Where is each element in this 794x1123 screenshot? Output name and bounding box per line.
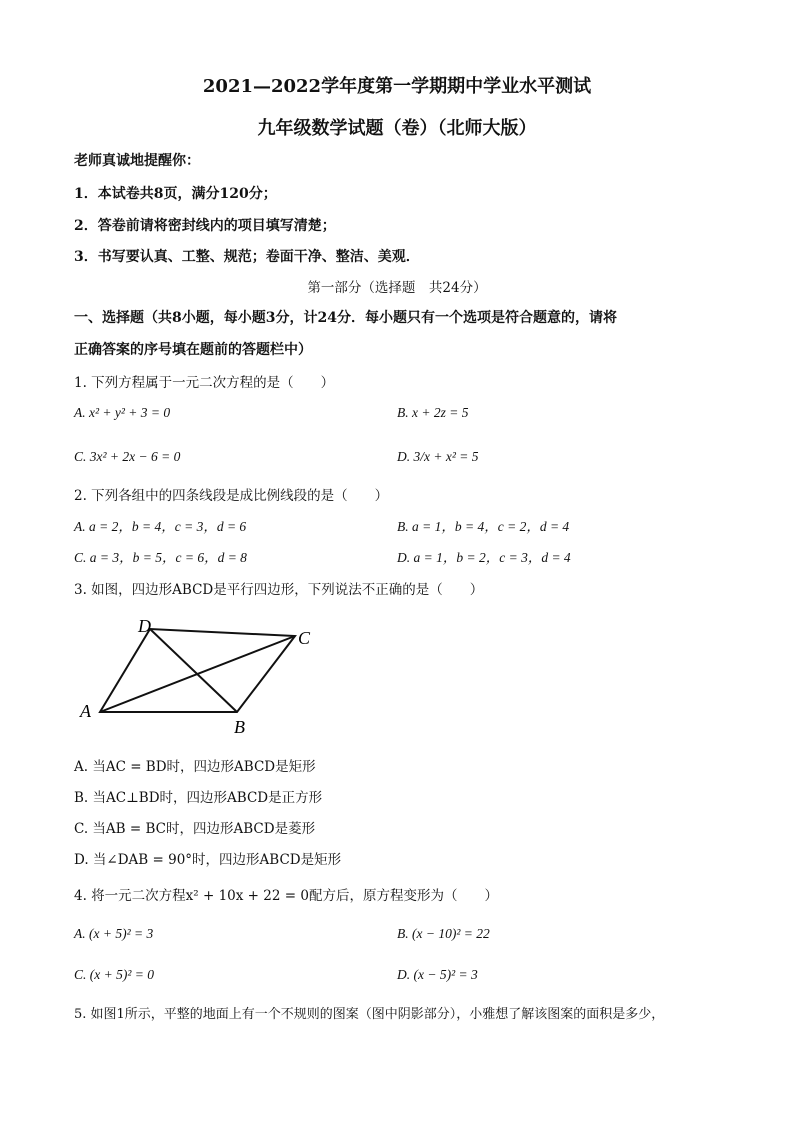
vertex-label-b: B (234, 717, 245, 737)
question-stem: 1. 下列方程属于一元二次方程的是（ ） (74, 375, 335, 391)
parallelogram-figure (70, 612, 330, 742)
option-d: D. 当∠DAB = 90°时，四边形ABCD是矩形 (74, 852, 342, 868)
question-stem: 2. 下列各组中的四条线段是成比例线段的是（ ） (74, 488, 389, 504)
option-b: B. (x − 10)² = 22 (397, 926, 490, 941)
question-stem: 5. 如图1所示，平整的地面上有一个不规则的图案（图中阴影部分），小雅想了解该图案的面积是多少， (74, 1007, 665, 1022)
vertex-label-c: C (298, 628, 311, 648)
reminder-item: 3．书写要认真、工整、规范；卷面干净、整洁、美观． (74, 249, 420, 265)
option-d: D. (x − 5)² = 3 (397, 967, 478, 982)
option-c: C. 当AB = BC时，四边形ABCD是菱形 (74, 821, 316, 837)
section-heading: 一、选择题（共8小题，每小题3分，计24分．每小题只有一个选项是符合题意的，请将 (74, 310, 617, 326)
option-a: A. 当AC = BD时，四边形ABCD是矩形 (74, 759, 316, 775)
option-b: B. a = 1，b = 4，c = 2，d = 4 (397, 519, 570, 534)
option-c: C. 3x² + 2x − 6 = 0 (74, 449, 181, 464)
question-stem: 4. 将一元二次方程x² + 10x + 22 = 0配方后，原方程变形为（ ） (74, 888, 498, 904)
vertex-label-d: D (138, 616, 151, 636)
option-a: A. a = 2，b = 4，c = 3，d = 6 (74, 519, 247, 534)
option-d: D. 3/x + x² = 5 (397, 449, 479, 464)
reminder-heading: 老师真诚地提醒你： (74, 153, 200, 169)
option-a: A. x² + y² + 3 = 0 (74, 405, 171, 420)
reminder-item: 1．本试卷共8页，满分120分； (74, 186, 277, 202)
option-a: A. (x + 5)² = 3 (74, 926, 154, 941)
vertex-label-a: A (80, 701, 91, 721)
exam-subtitle: 九年级数学试题（卷）（北师大版） (257, 118, 537, 139)
option-c: C. a = 3，b = 5，c = 6，d = 8 (74, 550, 247, 565)
section-heading: 正确答案的序号填在题前的答题栏中） (74, 342, 312, 358)
option-c: C. (x + 5)² = 0 (74, 967, 155, 982)
reminder-item: 2．答卷前请将密封线内的项目填写清楚； (74, 218, 336, 234)
part-title: 第一部分（选择题 共24分） (307, 280, 487, 296)
option-d: D. a = 1，b = 2，c = 3，d = 4 (397, 550, 571, 565)
question-stem: 3. 如图，四边形ABCD是平行四边形，下列说法不正确的是（ ） (74, 582, 484, 598)
option-b: B. x + 2z = 5 (397, 405, 469, 420)
exam-title: 2021—2022学年度第一学期期中学业水平测试 (202, 76, 592, 97)
option-b: B. 当AC⊥BD时，四边形ABCD是正方形 (74, 790, 323, 806)
